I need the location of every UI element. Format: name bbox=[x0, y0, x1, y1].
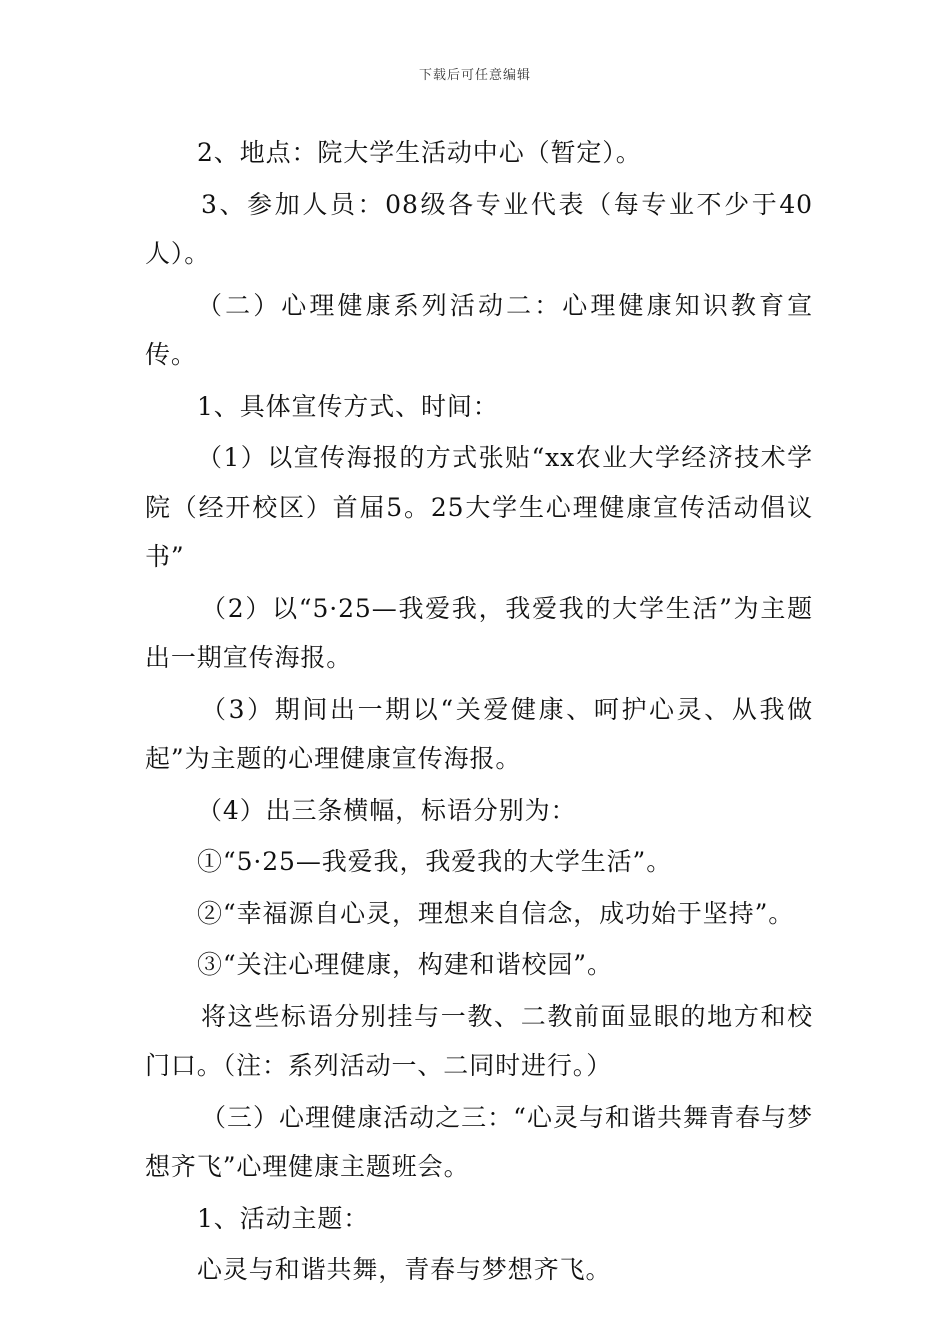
paragraph-banner-placement: 将这些标语分别挂与一教、二教前面显眼的地方和校门口。（注：系列活动一、二同时进行。） bbox=[145, 1001, 813, 1080]
page-header: 下载后可任意编辑 bbox=[418, 68, 531, 83]
paragraph-activity-two-heading: （二）心理健康系列活动二：心理健康知识教育宣传。 bbox=[145, 290, 813, 369]
paragraph-location: 2、地点：院大学生活动中心（暂定）。 bbox=[197, 138, 642, 167]
paragraph-slogan-2: ②“幸福源自心灵，理想来自信念，成功始于坚持”。 bbox=[197, 898, 795, 928]
paragraph-activity-three-heading: （三）心理健康活动之三：“心灵与和谐共舞青春与梦想齐飞”心理健康主题班会。 bbox=[145, 1102, 813, 1181]
paragraph-item-1: （1）以宣传海报的方式张贴“xx农业大学经济技术学院（经开校区）首届5。25大学生心理健康宣传活动倡议书” bbox=[145, 443, 813, 571]
paragraph-slogan-1: ①“5·25—我爱我，我爱我的大学生活”。 bbox=[197, 847, 673, 876]
paragraph-participants: 3、参加人员：08级各专业代表（每专业不少于40人）。 bbox=[145, 189, 813, 268]
paragraph-item-3: （3）期间出一期以“关爱健康、呵护心灵、从我做起”为主题的心理健康宣传海报。 bbox=[145, 694, 813, 773]
paragraph-item-2: （2）以“5·25—我爱我，我爱我的大学生活”为主题出一期宣传海报。 bbox=[145, 593, 813, 672]
paragraph-theme-heading: 1、活动主题： bbox=[197, 1203, 370, 1233]
paragraph-slogan-3: ③“关注心理健康，构建和谐校园”。 bbox=[197, 950, 613, 979]
paragraph-item-4: （4）出三条横幅，标语分别为： bbox=[197, 795, 577, 825]
document-body bbox=[145, 128, 813, 1297]
paragraph-publicity-method: 1、具体宣传方式、时间： bbox=[197, 391, 499, 421]
paragraph-theme-text: 心灵与和谐共舞，青春与梦想齐飞。 bbox=[197, 1255, 612, 1284]
